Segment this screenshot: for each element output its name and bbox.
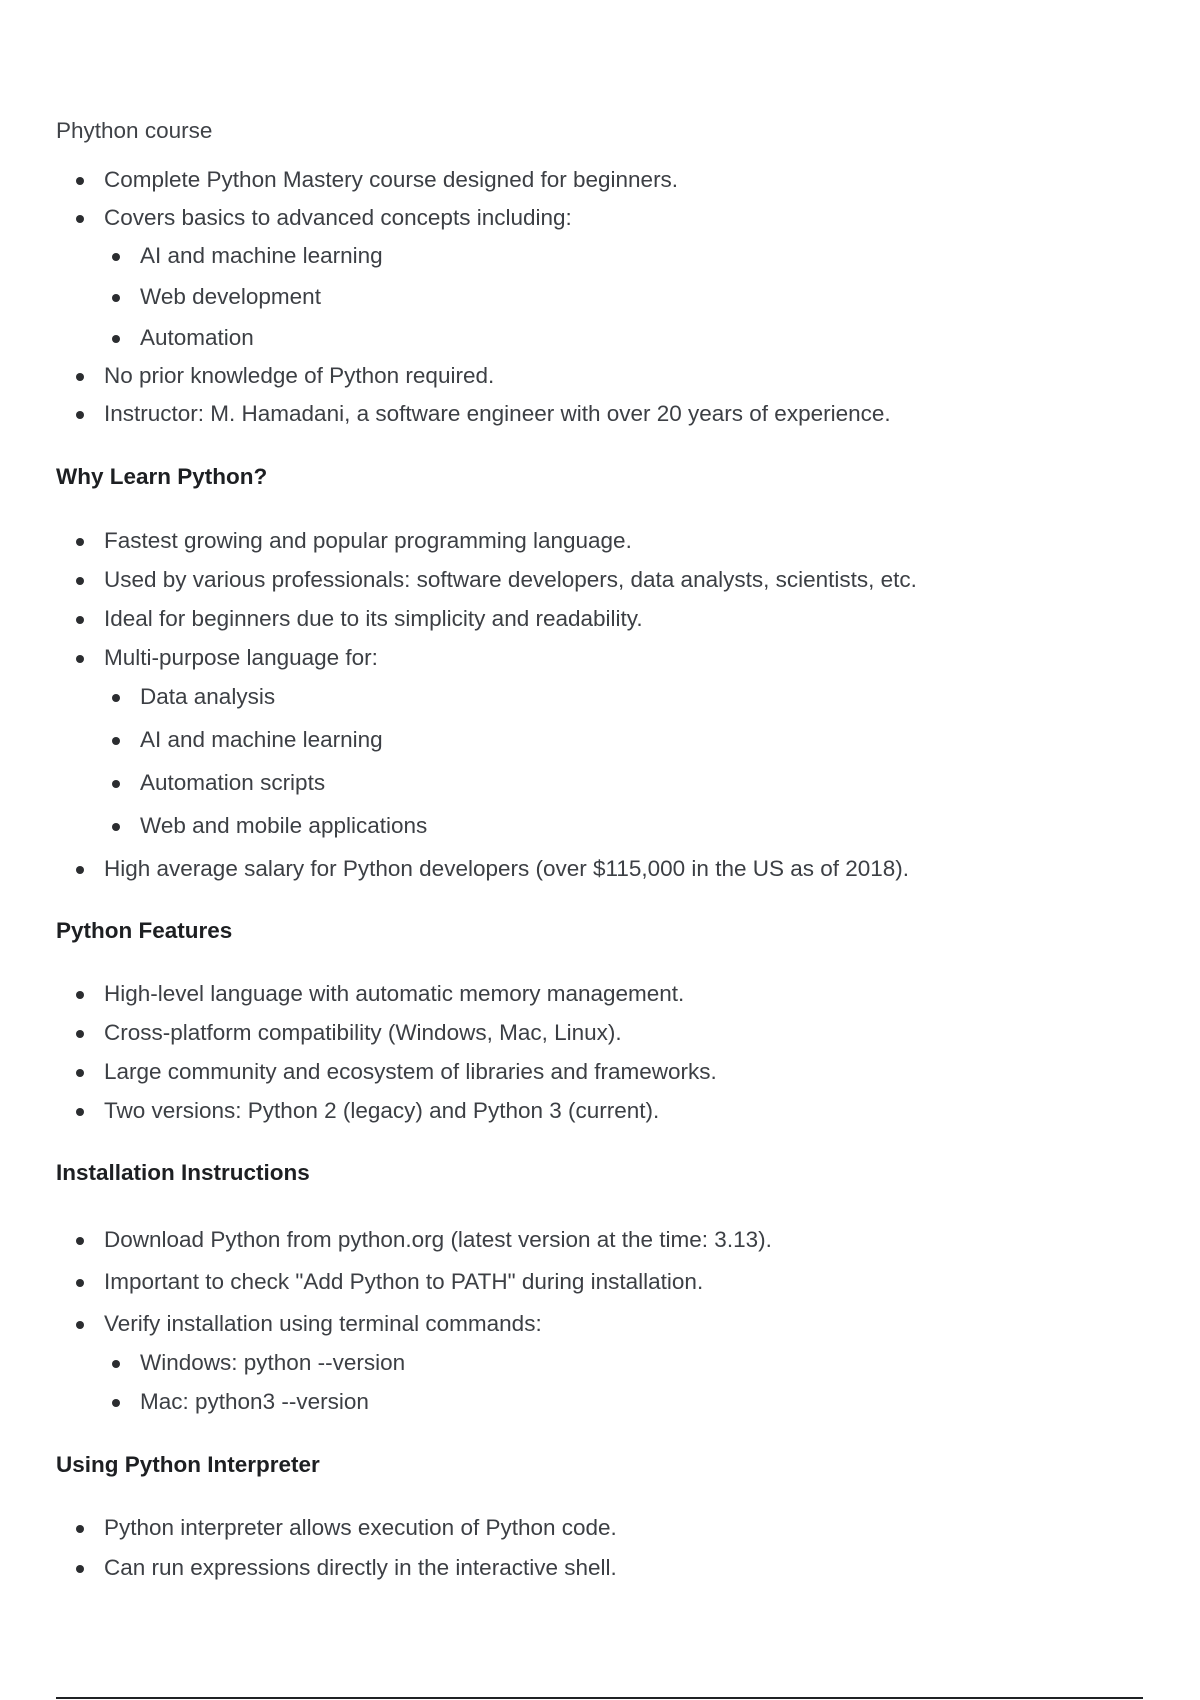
list-item: High average salary for Python developers (over $115,000 in the US as of 2018). xyxy=(56,854,1146,884)
sub-list-item: Mac: python3 --version xyxy=(56,1387,1146,1417)
list-item: Cross-platform compatibility (Windows, Mac, Linux). xyxy=(56,1018,1146,1048)
list-item: Used by various professionals: software developers, data analysts, scientists, etc. xyxy=(56,565,1146,595)
why-list xyxy=(56,526,1146,884)
sub-list-item: Data analysis xyxy=(56,682,1146,712)
list-item: High-level language with automatic memory management. xyxy=(56,979,1146,1009)
section-heading-features: Python Features xyxy=(56,918,233,943)
list-item: Important to check "Add Python to PATH" during installation. xyxy=(56,1267,1146,1297)
sub-list-item: Web development xyxy=(56,282,1146,312)
sub-list-item: Windows: python --version xyxy=(56,1348,1146,1378)
list-item: No prior knowledge of Python required. xyxy=(56,361,1146,391)
section-heading-why: Why Learn Python? xyxy=(56,464,268,489)
sub-list-item: AI and machine learning xyxy=(56,725,1146,755)
sub-list-item: AI and machine learning xyxy=(56,241,1146,271)
list-item: Ideal for beginners due to its simplicity and readability. xyxy=(56,604,1146,634)
list-item: Can run expressions directly in the interactive shell. xyxy=(56,1553,1146,1583)
interpreter-list xyxy=(56,1513,1146,1583)
list-item: Large community and ecosystem of libraries and frameworks. xyxy=(56,1057,1146,1087)
features-list xyxy=(56,979,1146,1126)
list-item: Covers basics to advanced concepts including: xyxy=(56,203,1146,233)
section-heading-interpreter: Using Python Interpreter xyxy=(56,1452,320,1477)
intro-list xyxy=(56,165,1146,429)
sub-list-item: Automation scripts xyxy=(56,768,1146,798)
document-title: Phython course xyxy=(56,118,213,143)
sub-list-item: Automation xyxy=(56,323,1146,353)
installation-list xyxy=(56,1225,1146,1417)
list-item: Instructor: M. Hamadani, a software engineer with over 20 years of experience. xyxy=(56,399,1146,429)
sub-list-item: Web and mobile applications xyxy=(56,811,1146,841)
section-heading-installation: Installation Instructions xyxy=(56,1160,310,1185)
list-item: Two versions: Python 2 (legacy) and Python 3 (current). xyxy=(56,1096,1146,1126)
list-item: Complete Python Mastery course designed for beginners. xyxy=(56,165,1146,195)
list-item: Multi-purpose language for: xyxy=(56,643,1146,673)
list-item: Python interpreter allows execution of Python code. xyxy=(56,1513,1146,1543)
list-item: Verify installation using terminal commands: xyxy=(56,1309,1146,1339)
horizontal-divider xyxy=(56,1697,1143,1699)
document-page xyxy=(56,116,1146,1583)
list-item: Fastest growing and popular programming language. xyxy=(56,526,1146,556)
list-item: Download Python from python.org (latest version at the time: 3.13). xyxy=(56,1225,1146,1255)
